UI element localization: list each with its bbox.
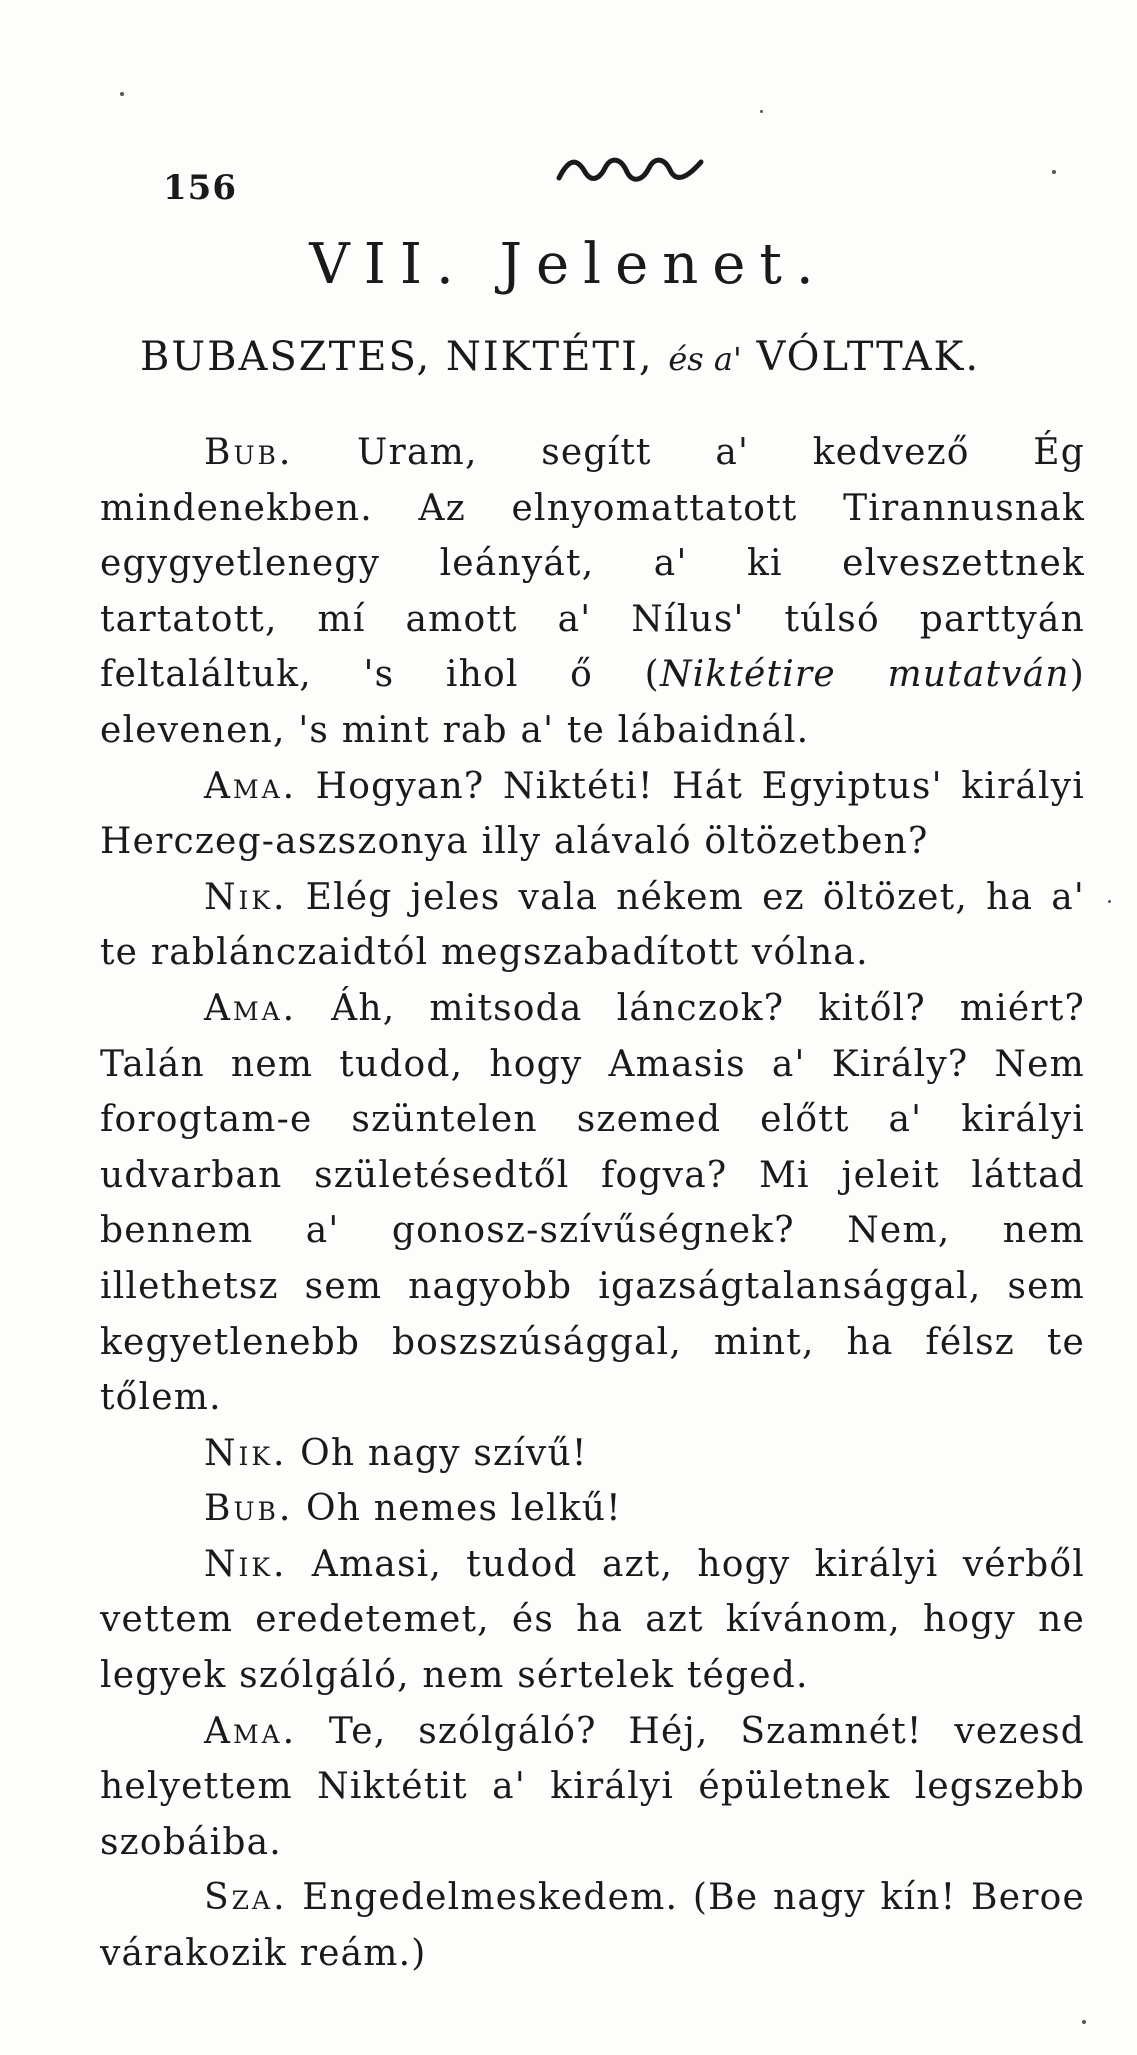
dialogue-text xyxy=(100,425,1085,1982)
dialogue-paragraph xyxy=(100,1426,1085,1482)
dialogue-line: Hogyan? Niktéti! Hát Egyiptus' királyi Herczeg-aszszonya illy alávaló öltözetben? xyxy=(100,765,1085,863)
dialogue-paragraph xyxy=(100,1481,1085,1537)
stage-direction: Niktétire mutatván xyxy=(659,654,1070,696)
speaker-label: Ama. xyxy=(204,987,298,1029)
dialogue-line: Oh nagy szívű! xyxy=(287,1432,588,1474)
dialogue-line: Engedelmeskedem. (Be nagy kín! Beroe várakozik reám.) xyxy=(100,1877,1085,1975)
dialogue-line: Áh, mitsoda lánczok? kitől? miért? Talán nem tudod, hogy Amasis a' Király? Nem forogtam-e szüntelen szemed előtt a' királyi udvarban születésedtől fogva? Mi jeleit láttad bennem a' gonosz-szívűségnek? Nem, nem illethetsz sem nagyobb igazságtalansággal, sem kegyetlenebb boszszúsággal, mint, ha félsz te tőlem. xyxy=(100,987,1085,1419)
ornament-icon xyxy=(555,150,705,190)
paper-speck xyxy=(760,110,763,113)
dialogue-paragraph xyxy=(100,425,1085,759)
paper-speck xyxy=(1082,2020,1086,2024)
dialogue-line: Amasi, tudod azt, hogy királyi vérből vettem eredetemet, és ha azt kívánom, hogy ne legyek szólgáló, nem sértelek téged. xyxy=(100,1543,1085,1697)
dialogue-line: Te, szólgáló? Héj, Szamnét! vezesd helyettem Niktétit a' királyi épületnek legszebb szobáiba. xyxy=(100,1710,1085,1863)
paper-speck xyxy=(1108,900,1111,903)
page-number: 156 xyxy=(163,168,237,208)
dialogue-line: Uram, segítt a' kedvező Ég mindenekben. Az elnyomattatott Tirannusnak egygyetlenegy leányát, a' ki elveszettnek tartatott, mí amott a' Nílus' túlsó parttyán feltaláltuk, 's ihol ő ( xyxy=(100,432,1085,696)
dialogue-paragraph xyxy=(100,1870,1085,1981)
dialogue-paragraph xyxy=(100,1537,1085,1704)
paper-speck xyxy=(1052,170,1056,174)
scene-title: VII. Jelenet. xyxy=(309,232,828,297)
cast-list xyxy=(140,334,1060,380)
speaker-label: Ama. xyxy=(204,765,298,807)
cast-names: BUBASZTES, NIKTÉTI, xyxy=(140,334,654,380)
dialogue-paragraph xyxy=(100,1704,1085,1871)
dialogue-line: ) elevenen, 's mint rab a' te lábaidnál. xyxy=(100,654,1086,751)
cast-conjunction: és a' xyxy=(668,340,742,378)
dialogue-paragraph xyxy=(100,870,1085,981)
cast-rest: VÓLTTAK. xyxy=(756,334,981,380)
paper-speck xyxy=(120,92,124,96)
dialogue-line: Oh nemes lelkű! xyxy=(293,1488,622,1530)
speaker-label: Nik. xyxy=(204,1432,288,1474)
speaker-label: Bub. xyxy=(204,432,294,473)
speaker-label: Nik. xyxy=(204,876,288,918)
dialogue-line: Elég jeles vala nékem ez öltözet, ha a' te rablánczaidtól megszabadított vólna. xyxy=(100,876,1085,974)
dialogue-paragraph xyxy=(100,759,1085,870)
dialogue-paragraph xyxy=(100,981,1085,1426)
speaker-label: Nik. xyxy=(204,1543,288,1585)
speaker-label: Sza. xyxy=(204,1877,288,1919)
speaker-label: Ama. xyxy=(204,1710,298,1752)
speaker-label: Bub. xyxy=(204,1488,294,1530)
